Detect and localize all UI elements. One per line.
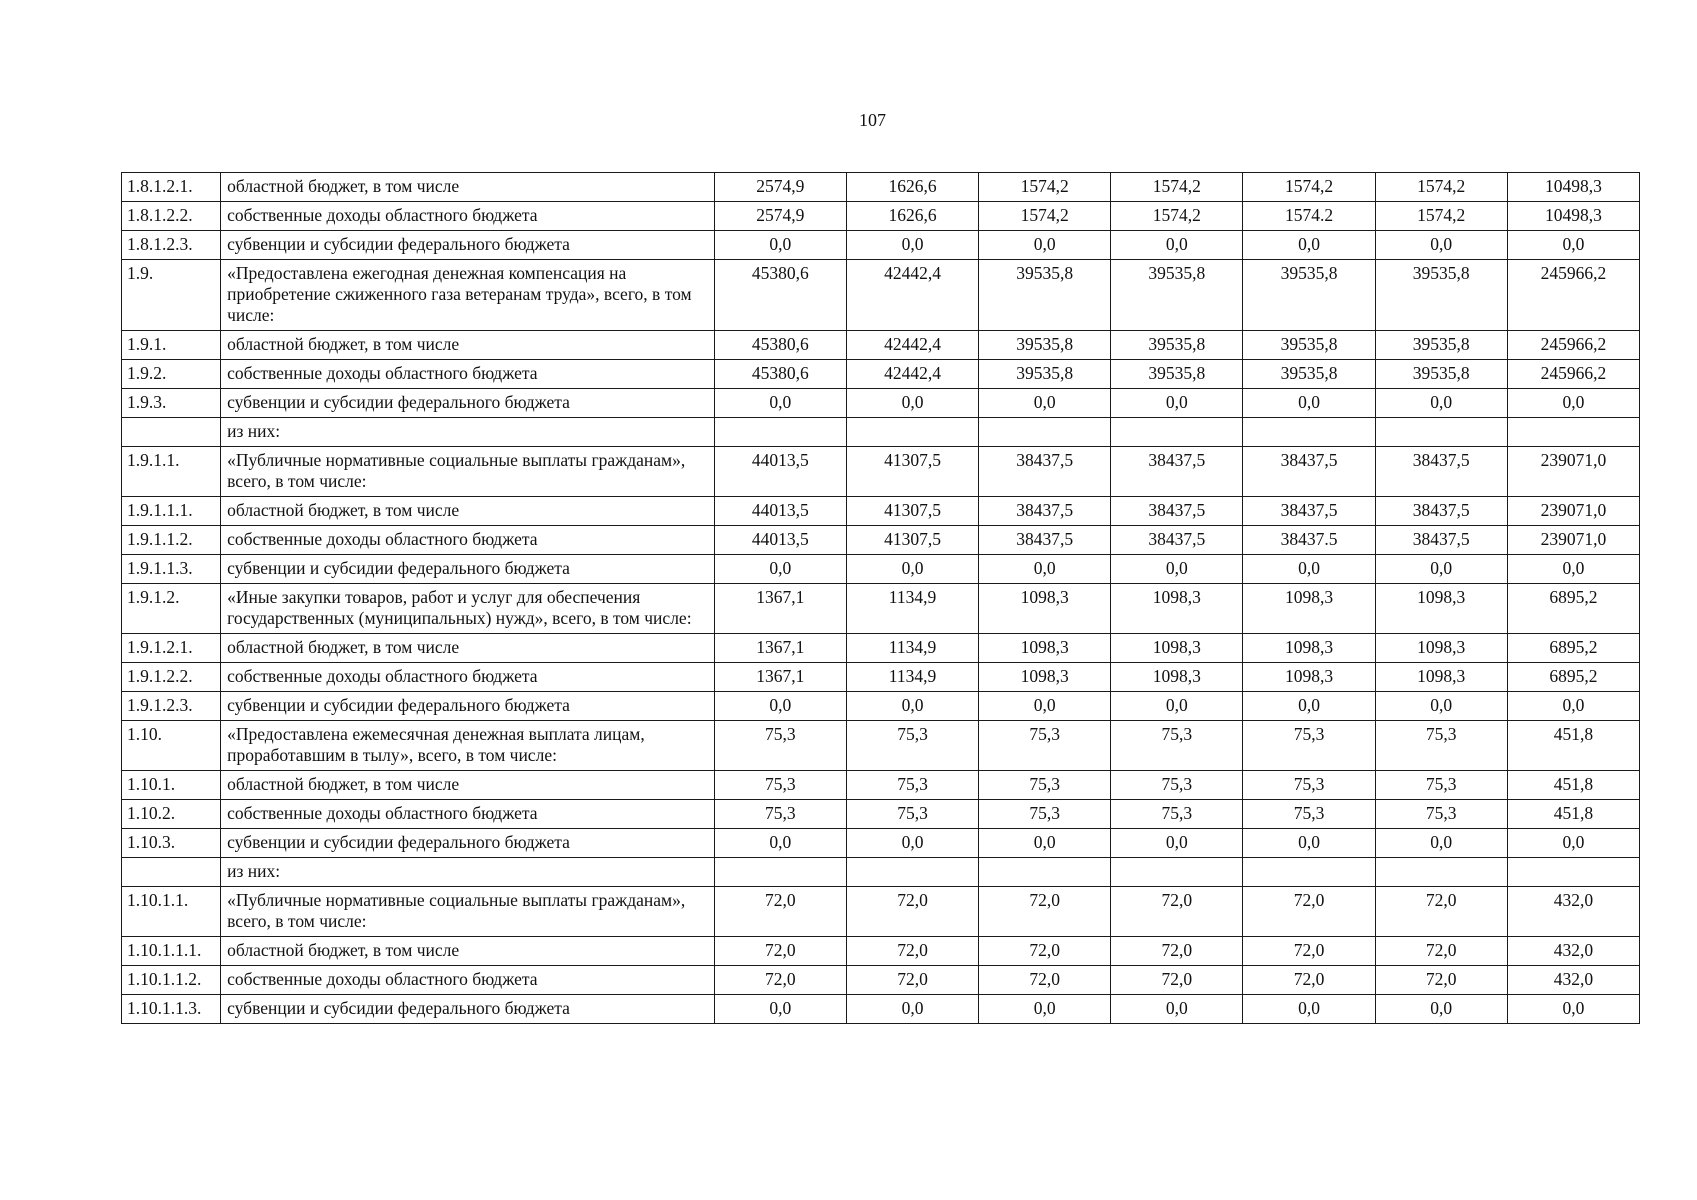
row-name: собственные доходы областного бюджета [221, 800, 715, 829]
row-year-value: 38437,5 [1375, 526, 1507, 555]
row-year-value: 1574,2 [1375, 173, 1507, 202]
row-year-value: 72,0 [714, 937, 846, 966]
row-total-value: 0,0 [1507, 829, 1639, 858]
row-year-value: 1098,3 [1111, 663, 1243, 692]
row-year-value: 75,3 [979, 771, 1111, 800]
row-code: 1.9.1.2.1. [122, 634, 221, 663]
row-name: собственные доходы областного бюджета [221, 360, 715, 389]
row-year-value: 39535,8 [979, 260, 1111, 331]
row-name: «Публичные нормативные социальные выплаты гражданам», всего, в том числе: [221, 887, 715, 937]
row-name: субвенции и субсидии федерального бюджета [221, 389, 715, 418]
row-year-value: 39535,8 [1375, 260, 1507, 331]
row-year-value: 72,0 [714, 887, 846, 937]
table-row [122, 937, 1640, 966]
row-year-value: 72,0 [1111, 887, 1243, 937]
row-year-value: 1098,3 [1375, 584, 1507, 634]
row-total-value: 10498,3 [1507, 202, 1639, 231]
row-year-value: 38437,5 [979, 497, 1111, 526]
row-total-value [1507, 858, 1639, 887]
row-total-value: 6895,2 [1507, 584, 1639, 634]
row-year-value [979, 418, 1111, 447]
row-total-value: 239071,0 [1507, 526, 1639, 555]
row-name: областной бюджет, в том числе [221, 497, 715, 526]
row-year-value [1243, 418, 1375, 447]
row-year-value: 38437,5 [1375, 447, 1507, 497]
row-year-value: 0,0 [1375, 555, 1507, 584]
row-year-value: 38437,5 [1111, 497, 1243, 526]
row-year-value: 38437.5 [1243, 526, 1375, 555]
row-name: «Публичные нормативные социальные выплаты гражданам», всего, в том числе: [221, 447, 715, 497]
table-row [122, 858, 1640, 887]
row-year-value: 0,0 [1375, 389, 1507, 418]
row-year-value: 0,0 [979, 829, 1111, 858]
row-year-value: 1098,3 [1111, 634, 1243, 663]
row-year-value: 1574,2 [1111, 202, 1243, 231]
row-code: 1.9.1.1. [122, 447, 221, 497]
row-year-value [1375, 418, 1507, 447]
row-year-value: 1098,3 [1375, 634, 1507, 663]
row-year-value: 0,0 [1111, 995, 1243, 1024]
row-year-value: 0,0 [979, 692, 1111, 721]
row-year-value: 38437,5 [1243, 497, 1375, 526]
row-code: 1.9.1.2. [122, 584, 221, 634]
row-year-value: 38437,5 [1243, 447, 1375, 497]
row-year-value: 75,3 [1375, 721, 1507, 771]
row-year-value: 72,0 [1111, 966, 1243, 995]
table-row [122, 231, 1640, 260]
row-code: 1.10.1.1.3. [122, 995, 221, 1024]
table-row [122, 418, 1640, 447]
row-year-value: 72,0 [1111, 937, 1243, 966]
row-year-value: 0,0 [846, 692, 978, 721]
row-year-value: 72,0 [1243, 966, 1375, 995]
row-code: 1.10.3. [122, 829, 221, 858]
row-year-value: 72,0 [846, 887, 978, 937]
row-year-value: 39535,8 [1243, 260, 1375, 331]
row-total-value: 0,0 [1507, 995, 1639, 1024]
row-total-value [1507, 418, 1639, 447]
row-year-value: 75,3 [1111, 721, 1243, 771]
row-name: собственные доходы областного бюджета [221, 663, 715, 692]
row-year-value: 1574,2 [1111, 173, 1243, 202]
row-name: из них: [221, 858, 715, 887]
row-name: областной бюджет, в том числе [221, 937, 715, 966]
budget-table [121, 172, 1640, 1024]
row-code: 1.9.3. [122, 389, 221, 418]
table-row [122, 800, 1640, 829]
table-row [122, 771, 1640, 800]
row-year-value: 0,0 [1243, 829, 1375, 858]
row-year-value: 75,3 [714, 800, 846, 829]
row-name: субвенции и субсидии федерального бюджета [221, 692, 715, 721]
row-year-value: 41307,5 [846, 497, 978, 526]
row-year-value: 39535,8 [979, 331, 1111, 360]
row-year-value: 41307,5 [846, 447, 978, 497]
row-year-value: 75,3 [979, 721, 1111, 771]
row-year-value: 0,0 [979, 389, 1111, 418]
row-total-value: 451,8 [1507, 800, 1639, 829]
row-code: 1.10.1. [122, 771, 221, 800]
row-year-value: 72,0 [979, 966, 1111, 995]
row-code: 1.8.1.2.1. [122, 173, 221, 202]
table-row [122, 497, 1640, 526]
row-year-value: 39535,8 [1111, 331, 1243, 360]
row-total-value: 432,0 [1507, 937, 1639, 966]
row-name: областной бюджет, в том числе [221, 173, 715, 202]
row-year-value: 0,0 [714, 389, 846, 418]
row-year-value: 0,0 [846, 995, 978, 1024]
row-name: субвенции и субсидии федерального бюджета [221, 555, 715, 584]
table-row [122, 692, 1640, 721]
table-row [122, 663, 1640, 692]
row-year-value: 2574,9 [714, 173, 846, 202]
row-year-value: 0,0 [1243, 231, 1375, 260]
row-year-value: 39535,8 [1111, 360, 1243, 389]
row-year-value: 1098,3 [1243, 634, 1375, 663]
row-code: 1.9.1.1.3. [122, 555, 221, 584]
row-total-value: 0,0 [1507, 555, 1639, 584]
table-row [122, 966, 1640, 995]
row-year-value: 0,0 [714, 995, 846, 1024]
row-year-value: 0,0 [1243, 692, 1375, 721]
row-year-value: 0,0 [1111, 231, 1243, 260]
row-year-value: 75,3 [1243, 800, 1375, 829]
row-year-value: 0,0 [1111, 829, 1243, 858]
row-year-value: 72,0 [979, 937, 1111, 966]
row-total-value: 432,0 [1507, 966, 1639, 995]
table-row [122, 555, 1640, 584]
row-year-value: 75,3 [979, 800, 1111, 829]
row-year-value: 72,0 [1375, 966, 1507, 995]
row-code: 1.9.1.2.2. [122, 663, 221, 692]
table-row [122, 829, 1640, 858]
row-name: областной бюджет, в том числе [221, 331, 715, 360]
row-name: областной бюджет, в том числе [221, 634, 715, 663]
row-code: 1.10.1.1.2. [122, 966, 221, 995]
row-year-value: 1098,3 [1243, 663, 1375, 692]
row-year-value: 38437,5 [1375, 497, 1507, 526]
row-total-value: 451,8 [1507, 771, 1639, 800]
row-total-value: 0,0 [1507, 231, 1639, 260]
row-code: 1.9.1.1.2. [122, 526, 221, 555]
row-code: 1.10.1.1. [122, 887, 221, 937]
row-code: 1.9. [122, 260, 221, 331]
row-year-value [714, 858, 846, 887]
page-number: 107 [859, 110, 886, 130]
row-year-value: 0,0 [1375, 231, 1507, 260]
row-year-value: 42442,4 [846, 260, 978, 331]
row-year-value: 75,3 [1243, 771, 1375, 800]
row-year-value: 72,0 [979, 887, 1111, 937]
row-year-value: 0,0 [714, 555, 846, 584]
row-year-value [1111, 858, 1243, 887]
row-year-value: 1367,1 [714, 584, 846, 634]
table-row [122, 173, 1640, 202]
row-code: 1.9.1. [122, 331, 221, 360]
row-year-value: 72,0 [846, 937, 978, 966]
row-year-value: 75,3 [1375, 800, 1507, 829]
row-name: «Иные закупки товаров, работ и услуг для обеспечения государственных (муниципальных) нужд», всего, в том числе: [221, 584, 715, 634]
row-year-value: 0,0 [979, 555, 1111, 584]
row-year-value: 1367,1 [714, 663, 846, 692]
row-year-value: 1574,2 [1243, 173, 1375, 202]
row-year-value: 0,0 [1375, 995, 1507, 1024]
row-name: областной бюджет, в том числе [221, 771, 715, 800]
row-year-value: 39535,8 [1375, 360, 1507, 389]
row-year-value [979, 858, 1111, 887]
row-year-value: 44013,5 [714, 497, 846, 526]
row-code: 1.10.2. [122, 800, 221, 829]
row-name: субвенции и субсидии федерального бюджета [221, 829, 715, 858]
row-year-value: 1098,3 [979, 663, 1111, 692]
row-year-value: 39535,8 [979, 360, 1111, 389]
table-row [122, 887, 1640, 937]
row-year-value: 0,0 [1111, 389, 1243, 418]
row-year-value: 38437,5 [979, 447, 1111, 497]
row-year-value: 1098,3 [979, 584, 1111, 634]
row-total-value: 6895,2 [1507, 663, 1639, 692]
table-row [122, 331, 1640, 360]
row-year-value: 72,0 [1243, 887, 1375, 937]
row-year-value [1111, 418, 1243, 447]
row-year-value: 75,3 [846, 771, 978, 800]
row-year-value: 45380,6 [714, 331, 846, 360]
row-total-value: 451,8 [1507, 721, 1639, 771]
table-row [122, 202, 1640, 231]
row-year-value: 41307,5 [846, 526, 978, 555]
row-name: «Предоставлена ежемесячная денежная выплата лицам, проработавшим в тылу», всего, в том числе: [221, 721, 715, 771]
row-year-value: 2574,9 [714, 202, 846, 231]
row-year-value: 1626,6 [846, 173, 978, 202]
row-year-value: 0,0 [846, 829, 978, 858]
row-total-value: 432,0 [1507, 887, 1639, 937]
row-year-value: 38437,5 [1111, 447, 1243, 497]
row-year-value: 75,3 [714, 721, 846, 771]
row-year-value: 0,0 [846, 231, 978, 260]
row-year-value: 75,3 [714, 771, 846, 800]
row-year-value: 0,0 [1243, 389, 1375, 418]
row-code: 1.8.1.2.3. [122, 231, 221, 260]
table-row [122, 526, 1640, 555]
row-year-value: 45380,6 [714, 260, 846, 331]
row-year-value: 1134,9 [846, 584, 978, 634]
row-code: 1.9.1.1.1. [122, 497, 221, 526]
row-year-value: 42442,4 [846, 360, 978, 389]
row-code: 1.10.1.1.1. [122, 937, 221, 966]
row-year-value [1375, 858, 1507, 887]
table-row [122, 634, 1640, 663]
row-year-value: 72,0 [846, 966, 978, 995]
row-year-value: 1098,3 [979, 634, 1111, 663]
row-year-value: 72,0 [714, 966, 846, 995]
row-year-value: 72,0 [1375, 937, 1507, 966]
row-code: 1.10. [122, 721, 221, 771]
budget-table-container [121, 172, 1640, 1024]
row-name: собственные доходы областного бюджета [221, 526, 715, 555]
row-name: субвенции и субсидии федерального бюджета [221, 995, 715, 1024]
row-year-value [1243, 858, 1375, 887]
table-row [122, 260, 1640, 331]
row-total-value: 0,0 [1507, 692, 1639, 721]
row-year-value: 44013,5 [714, 526, 846, 555]
table-row [122, 447, 1640, 497]
row-year-value: 0,0 [1243, 555, 1375, 584]
row-total-value: 245966,2 [1507, 331, 1639, 360]
row-year-value: 72,0 [1375, 887, 1507, 937]
row-year-value: 0,0 [1375, 692, 1507, 721]
row-year-value: 0,0 [714, 231, 846, 260]
row-year-value: 75,3 [846, 721, 978, 771]
row-year-value: 0,0 [979, 231, 1111, 260]
row-year-value: 0,0 [1375, 829, 1507, 858]
table-row [122, 995, 1640, 1024]
row-total-value: 245966,2 [1507, 360, 1639, 389]
row-year-value: 42442,4 [846, 331, 978, 360]
table-row [122, 584, 1640, 634]
row-year-value: 75,3 [846, 800, 978, 829]
row-code [122, 418, 221, 447]
row-name: субвенции и субсидии федерального бюджета [221, 231, 715, 260]
row-total-value: 239071,0 [1507, 497, 1639, 526]
row-name: собственные доходы областного бюджета [221, 966, 715, 995]
row-year-value: 1367,1 [714, 634, 846, 663]
row-name: собственные доходы областного бюджета [221, 202, 715, 231]
row-year-value: 1098,3 [1375, 663, 1507, 692]
row-year-value: 1574,2 [979, 173, 1111, 202]
row-year-value: 1134,9 [846, 663, 978, 692]
row-year-value: 0,0 [1111, 555, 1243, 584]
row-year-value: 0,0 [979, 995, 1111, 1024]
row-year-value: 38437,5 [1111, 526, 1243, 555]
row-total-value: 239071,0 [1507, 447, 1639, 497]
table-row [122, 389, 1640, 418]
row-total-value: 10498,3 [1507, 173, 1639, 202]
row-year-value: 45380,6 [714, 360, 846, 389]
row-total-value: 6895,2 [1507, 634, 1639, 663]
row-year-value: 39535,8 [1111, 260, 1243, 331]
row-year-value: 0,0 [846, 555, 978, 584]
row-year-value: 1574,2 [979, 202, 1111, 231]
budget-table-body [122, 173, 1640, 1024]
table-row [122, 721, 1640, 771]
row-total-value: 0,0 [1507, 389, 1639, 418]
row-year-value: 1574.2 [1243, 202, 1375, 231]
row-year-value [846, 418, 978, 447]
row-year-value: 1134,9 [846, 634, 978, 663]
row-year-value: 72,0 [1243, 937, 1375, 966]
row-code: 1.8.1.2.2. [122, 202, 221, 231]
row-year-value: 0,0 [1243, 995, 1375, 1024]
table-row [122, 360, 1640, 389]
row-year-value: 39535,8 [1243, 360, 1375, 389]
row-year-value: 75,3 [1111, 800, 1243, 829]
row-name: «Предоставлена ежегодная денежная компенсация на приобретение сжиженного газа ветеранам труда», всего, в том числе: [221, 260, 715, 331]
row-name: из них: [221, 418, 715, 447]
row-year-value: 0,0 [714, 692, 846, 721]
row-year-value: 75,3 [1111, 771, 1243, 800]
row-code: 1.9.1.2.3. [122, 692, 221, 721]
row-year-value: 38437,5 [979, 526, 1111, 555]
row-year-value: 39535,8 [1375, 331, 1507, 360]
row-year-value: 75,3 [1375, 771, 1507, 800]
row-year-value: 1574,2 [1375, 202, 1507, 231]
row-total-value: 245966,2 [1507, 260, 1639, 331]
row-year-value [846, 858, 978, 887]
row-year-value: 75,3 [1243, 721, 1375, 771]
row-year-value: 0,0 [714, 829, 846, 858]
row-year-value: 44013,5 [714, 447, 846, 497]
row-code [122, 858, 221, 887]
row-year-value: 1626,6 [846, 202, 978, 231]
row-year-value: 1098,3 [1111, 584, 1243, 634]
row-year-value: 0,0 [1111, 692, 1243, 721]
row-year-value: 0,0 [846, 389, 978, 418]
row-year-value: 39535,8 [1243, 331, 1375, 360]
row-code: 1.9.2. [122, 360, 221, 389]
row-year-value: 1098,3 [1243, 584, 1375, 634]
row-year-value [714, 418, 846, 447]
